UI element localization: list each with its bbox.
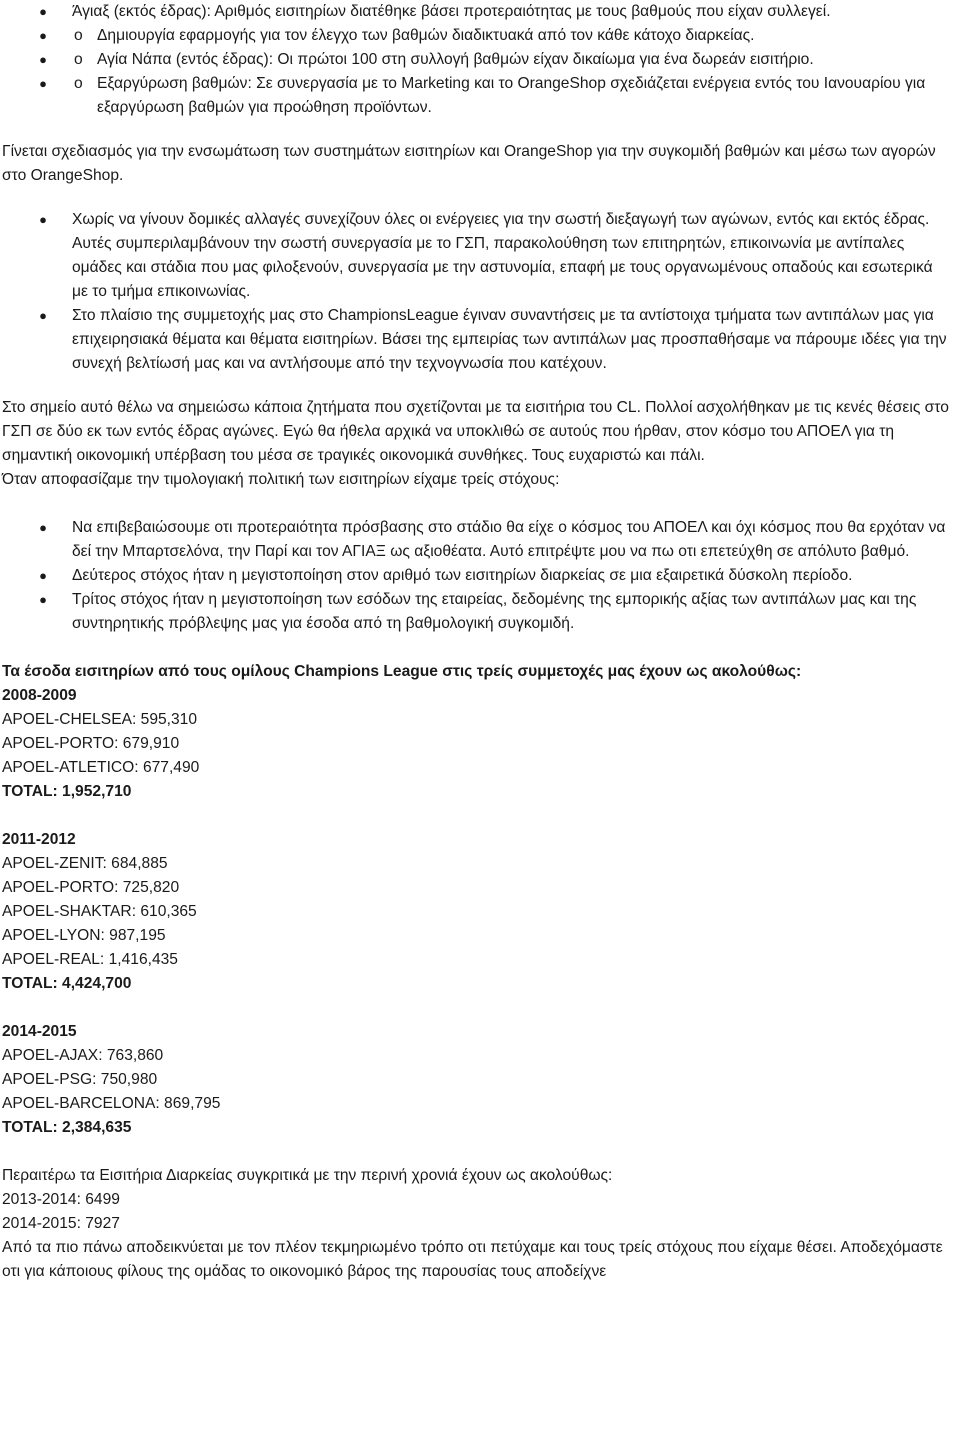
sub-marker: o xyxy=(74,75,83,92)
bullet-item xyxy=(0,72,960,120)
bullet-icon: ● xyxy=(39,76,47,91)
revenue-row: APOEL-PSG: 750,980 xyxy=(2,1071,158,1088)
bullet-icon: ● xyxy=(39,212,47,227)
paragraph-goals-intro: Όταν αποφασίζαμε την τιμολογιακή πολιτική των εισιτηρίων είχαμε τρείς στόχους: xyxy=(2,471,560,488)
paragraph-planning: Γίνεται σχεδιασμός για την ενσωμάτωση των συστημάτων εισιτηρίων και OrangeShop για την συγκομιδή βαθμών και μέσω των αγορών στο OrangeShop. xyxy=(2,143,936,184)
bullet-icon: ● xyxy=(39,52,47,67)
bullet-text: Να επιβεβαιώσουμε οτι προτεραιότητα πρόσβασης στο στάδιο θα είχε ο κόσμος του ΑΠΟΕΛ και όχι κόσμος που θα ερχόταν να δεί την Μπαρτσελόνα, την Παρί και τον ΑΓΙΑΞ ως αξιοθέατα. Αυτό επιτρέψτε μου να πω οτι επετεύχθη σε απόλυτο βαθμό. xyxy=(72,519,946,560)
season-tickets-intro: Περαιτέρω τα Εισιτήρια Διαρκείας συγκριτικά με την περινή χρονιά έχουν ως ακολούθως: xyxy=(2,1167,613,1184)
season-total: TOTAL: 1,952,710 xyxy=(2,783,132,800)
bullet-item xyxy=(0,208,960,304)
season-label: 2014-2015 xyxy=(2,1023,77,1040)
bullet-icon: ● xyxy=(39,4,47,19)
bullet-item xyxy=(0,516,960,564)
bullet-text: Στο πλαίσιο της συμμετοχής μας στο ChampionsLeague έγιναν συναντήσεις με τα αντίστοιχα τμήματα των αντιπάλων μας για επιχειρησιακά θέματα και θέματα εισιτηρίων. Βάσει της εμπειρίας των αντιπάλων μας προσπαθήσαμε να πάρουμε ιδέες για την συνεχή βελτίωσή μας και να αντλήσουμε από την τεχνογνωσία που κατέχουν. xyxy=(72,307,947,372)
revenue-row: APOEL-PORTO: 725,820 xyxy=(2,879,180,896)
revenue-row: APOEL-ZENIT: 684,885 xyxy=(2,855,168,872)
revenue-heading: Τα έσοδα εισιτηρίων από τους ομίλους Champions League στις τρείς συμμετοχές μας έχουν ως ακολούθως: xyxy=(2,663,802,680)
bullet-text: Τρίτος στόχος ήταν η μεγιστοποίηση των εσόδων της εταιρείας, δεδομένης της εμπορικής αξίας των αντιπάλων μας και της συντηρητικής πρόβλεψης μας για έσοδα από τη βαθμολογική συγκομιδή. xyxy=(72,591,917,632)
season-tickets-row: 2014-2015: 7927 xyxy=(2,1215,120,1232)
revenue-row: APOEL-ATLETICO: 677,490 xyxy=(2,759,200,776)
bullet-item xyxy=(0,0,960,24)
bullet-item xyxy=(0,564,960,588)
revenue-row: APOEL-SHAKTAR: 610,365 xyxy=(2,903,197,920)
revenue-row: APOEL-REAL: 1,416,435 xyxy=(2,951,178,968)
bullet-icon: ● xyxy=(39,520,47,535)
bullet-icon: ● xyxy=(39,28,47,43)
season-tickets-row: 2013-2014: 6499 xyxy=(2,1191,120,1208)
revenue-row: APOEL-PORTO: 679,910 xyxy=(2,735,180,752)
bullet-text: Χωρίς να γίνουν δομικές αλλαγές συνεχίζουν όλες οι ενέργειες για την σωστή διεξαγωγή των αγώνων, εντός και εκτός έδρας. Αυτές συμπεριλαμβάνουν την σωστή συνεργασία με το ΓΣΠ, παρακολούθηση των επιτηρητών, επικοινωνία με αντίπαλες ομάδες και στάδια που μας φιλοξενούν, συνεργασία με την αστυνομία, επαφή με τους οργανωμένους οπαδούς και εσωτερικά με το τμήμα επικοινωνίας. xyxy=(72,211,933,300)
season-total: TOTAL: 4,424,700 xyxy=(2,975,132,992)
closing-paragraph: Από τα πιο πάνω αποδεικνύεται με τον πλέον τεκμηριωμένο τρόπο οτι πετύχαμε και τους τρείς στόχους που είχαμε θέσει. Αποδεχόμαστε οτι για κάποιους φίλους της ομάδας το οικονομικό βάρος της παρουσίας τους αποδείχνε xyxy=(2,1239,943,1280)
bullet-item xyxy=(0,48,960,72)
bullet-item xyxy=(0,588,960,636)
bullet-text: Εξαργύρωση βαθμών: Σε συνεργασία με το Marketing και το OrangeShop σχεδιάζεται ενέργεια εντός του Ιανουαρίου για εξαργύρωση βαθμών για προώθηση προϊόντων. xyxy=(97,75,926,116)
bullet-icon: ● xyxy=(39,308,47,323)
sub-marker: o xyxy=(74,27,83,44)
paragraph-cl-tickets: Στο σημείο αυτό θέλω να σημειώσω κάποια ζητήματα που σχετίζονται με τα εισιτήρια του CL. Πολλοί ασχολήθηκαν με τις κενές θέσεις στο ΓΣΠ σε δύο εκ των εντός έδρας αγώνες. Εγώ θα ήθελα αρχικά να υποκλιθώ σε αυτούς που ήρθαν, στον κόσμο του ΑΠΟΕΛ για τη σημαντική οικονομική υπέρβαση του μέσα σε τραγικές οικονομικά συνθήκες. Τους ευχαριστώ και πάλι. xyxy=(2,399,949,464)
revenue-row: APOEL-AJAX: 763,860 xyxy=(2,1047,164,1064)
bullet-text: Άγιαξ (εκτός έδρας): Αριθμός εισιτηρίων διατέθηκε βάσει προτεραιότητας με τους βαθμούς που είχαν συλλεγεί. xyxy=(72,3,831,20)
season-total: TOTAL: 2,384,635 xyxy=(2,1119,132,1136)
bullet-icon: ● xyxy=(39,568,47,583)
revenue-row: APOEL-CHELSEA: 595,310 xyxy=(2,711,198,728)
bullet-icon: ● xyxy=(39,592,47,607)
season-label: 2011-2012 xyxy=(2,831,76,848)
bullet-item xyxy=(0,24,960,48)
season-label: 2008-2009 xyxy=(2,687,77,704)
bullet-item xyxy=(0,304,960,376)
bullet-text: Αγία Νάπα (εντός έδρας): Οι πρώτοι 100 στη συλλογή βαθμών είχαν δικαίωμα για ένα δωρεάν εισιτήριο. xyxy=(97,51,814,68)
revenue-row: APOEL-BARCELONA: 869,795 xyxy=(2,1095,221,1112)
bullet-text: Δημιουργία εφαρμογής για τον έλεγχο των βαθμών διαδικτυακά από τον κάθε κάτοχο διαρκείας. xyxy=(97,27,755,44)
revenue-row: APOEL-LYON: 987,195 xyxy=(2,927,166,944)
sub-marker: o xyxy=(74,51,83,68)
bullet-text: Δεύτερος στόχος ήταν η μεγιστοποίηση στον αριθμό των εισιτηρίων διαρκείας σε μια εξαιρετικά δύσκολη περίοδο. xyxy=(72,567,853,584)
